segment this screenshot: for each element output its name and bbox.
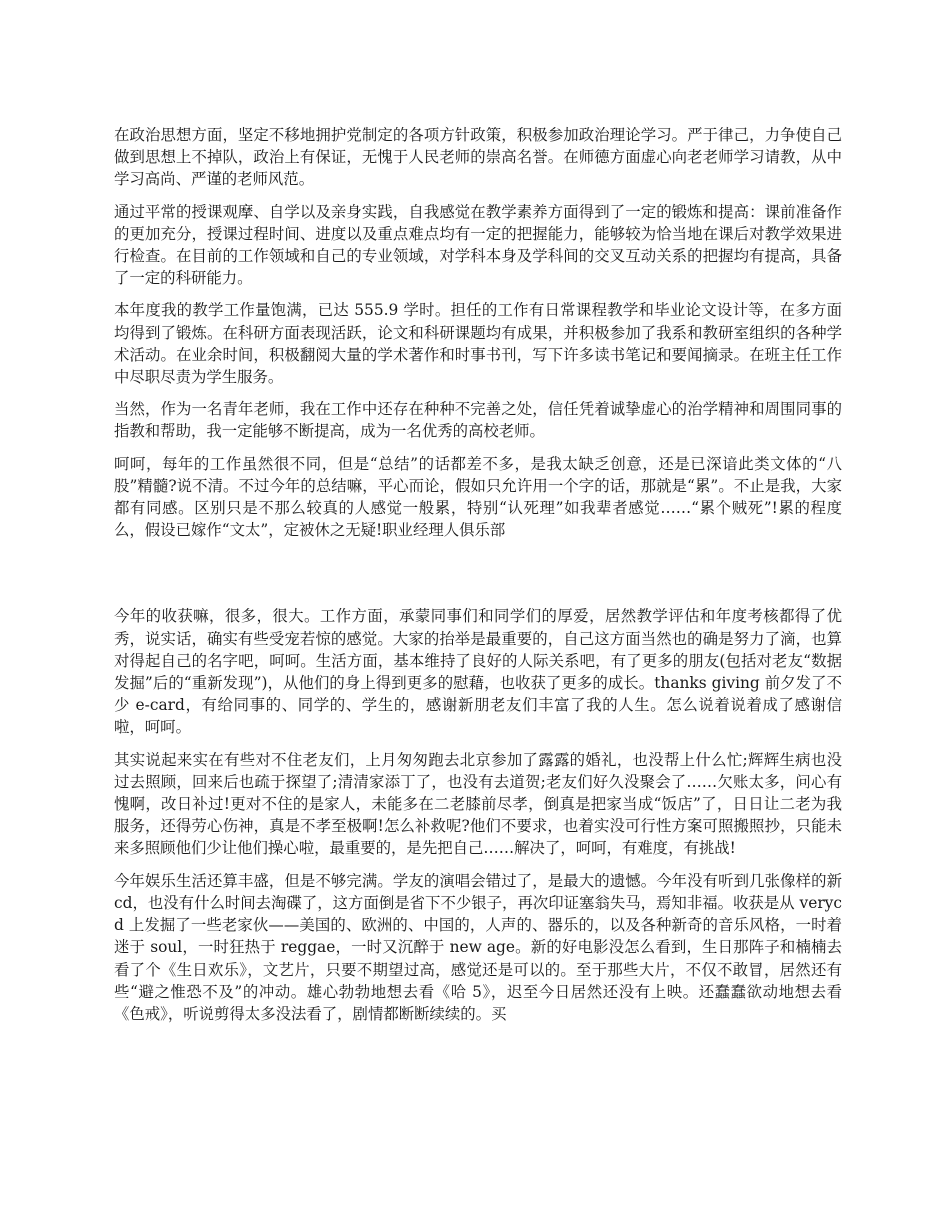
document-body <box>114 124 842 1035</box>
paragraph-teaching-quality: 通过平常的授课观摩、自学以及亲身实践，自我感觉在教学素养方面得到了一定的锻炼和提高：课前准备作的更加充分，授课过程时间、进度以及重点难点均有一定的把握能力，能够较为恰当地在课后对教学效果进行检查。在目前的工作领域和自己的专业领域，对学科本身及学科间的交叉互动关系的把握均有提高，具备了一定的科研能力。 <box>114 202 842 288</box>
paragraph-workload: 本年度我的教学工作量饱满，已达 555.9 学时。担任的工作有日常课程教学和毕业论文设计等，在多方面均得到了锻炼。在科研方面表现活跃，论文和科研课题均有成果，并积极参加了我系和教研室组织的各种学术活动。在业余时间，积极翻阅大量的学术著作和时事书刊，写下许多读书笔记和要闻摘录。在班主任工作中尽职尽责为学生服务。 <box>114 301 842 387</box>
paragraph-entertainment: 今年娱乐生活还算丰盛，但是不够完满。学友的演唱会错过了，是最大的遗憾。今年没有听到几张像样的新 cd，也没有什么时间去淘碟了，这方面倒是省下不少银子，再次印证塞翁失马，焉知非福。收获是从 verycd 上发掘了一些老家伙——美国的、欧洲的、中国的，人声的、器乐的，以及各种新奇的音乐风格，一时着迷于 soul，一时狂热于 reggae，一时又沉醉于 new age。新的好电影没怎么看到，生日那阵子和楠楠去看了个《生日欢乐》，文艺片，只要不期望过高，感觉还是可以的。至于那些大片，不仅不敢冒，居然还有些“避之惟恐不及”的冲动。雄心勃勃地想去看《哈 5》，迟至今日居然还没有上映。还蠢蠢欲动地想去看《色戒》，听说剪得太多没法看了，剧情都断断续续的。买 <box>114 871 842 1023</box>
paragraph-friends-family: 其实说起来实在有些对不住老友们，上月匆匆跑去北京参加了露露的婚礼，也没帮上什么忙;辉辉生病也没过去照顾，回来后也疏于探望了;清清家添丁了，也没有去道贺;老友们好久没聚会了……欠账太多，问心有愧啊，改日补过!更对不住的是家人，未能多在二老膝前尽孝，倒真是把家当成“饭店”了，日日让二老为我服务，还得劳心伤神，真是不孝至极啊!怎么补救呢?他们不要求，也着实没可行性方案可照搬照抄，只能未来多照顾他们少让他们操心啦，最重要的，是先把自己……解决了，呵呵，有难度，有挑战! <box>114 750 842 858</box>
paragraph-political: 在政治思想方面，坚定不移地拥护党制定的各项方针政策，积极参加政治理论学习。严于律己，力争使自己做到思想上不掉队，政治上有保证，无愧于人民老师的崇高名誉。在师德方面虚心向老老师学习请教，从中学习高尚、严谨的老师风范。 <box>114 126 842 189</box>
paragraph-summary-reflection: 呵呵，每年的工作虽然很不同，但是“总结”的话都差不多，是我太缺乏创意，还是已深谙此类文体的“八股”精髓?说不清。不过今年的总结嘛，平心而论，假如只允许用一个字的话，那就是“累”。不止是我，大家都有同感。区别只是不那么较真的人感觉一般累，特别“认死理”如我辈者感觉……“累个贼死”!累的程度么，假设已嫁作“文太”，定被休之无疑!职业经理人俱乐部 <box>114 454 842 540</box>
paragraph-self-improvement: 当然，作为一名青年老师，我在工作中还存在种种不完善之处，信任凭着诚挚虚心的治学精神和周围同事的指教和帮助，我一定能够不断提高，成为一名优秀的高校老师。 <box>114 400 842 441</box>
section-gap <box>114 551 842 605</box>
paragraph-harvest: 今年的收获嘛，很多，很大。工作方面，承蒙同事们和同学们的厚爱，居然教学评估和年度考核都得了优秀，说实话，确实有些受宠若惊的感觉。大家的抬举是最重要的，自己这方面当然也的确是努力了滴，也算对得起自己的名字吧，呵呵。生活方面，基本维持了良好的人际关系吧，有了更多的朋友(包括对老友“数据发掘”后的“重新发现”)，从他们的身上得到更多的慰藉，也收获了更多的成长。thanks giving 前夕发了不少 e-card，有给同事的、同学的、学生的，感谢新朋老友们丰富了我的人生。怎么说着说着成了感谢信啦，呵呵。 <box>114 607 842 737</box>
